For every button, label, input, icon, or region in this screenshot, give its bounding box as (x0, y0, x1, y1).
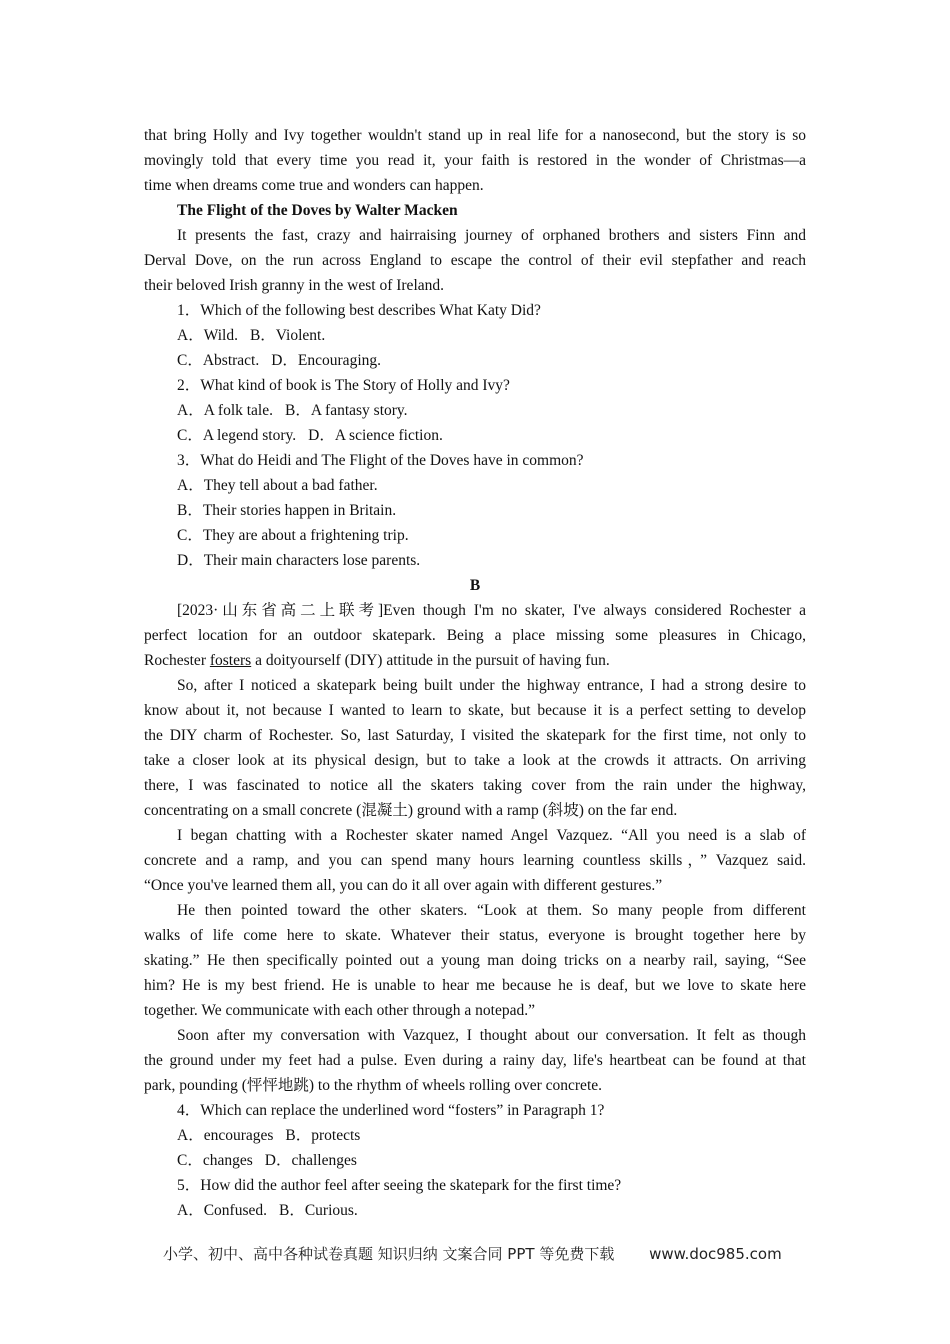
text-line: there, I was fascinated to notice all the skaters taking cover from the rain under the highway, (144, 777, 806, 794)
text-line: him? He is my best friend. He is unable to hear me because he is deaf, but we love to skate here (144, 977, 806, 994)
option-row (144, 323, 806, 348)
option-row (144, 348, 806, 373)
question-text: How did the author feel after seeing the skatepark for the first time? (200, 1177, 622, 1194)
text-line: walks of life come here to skate. Whatever their status, everyone is brought together here by (144, 927, 806, 944)
footer-text: 小学、初中、高中各种试卷真题 知识归纳 文案合同 PPT 等免费下载 (163, 1245, 615, 1263)
question-number: 3． (177, 452, 201, 469)
text-line: concentrating on a small concrete (混凝土) ground with a ramp (斜坡) on the far end. (144, 802, 678, 819)
option-row (144, 1123, 806, 1148)
question-number: 1． (177, 302, 201, 319)
question-2 (144, 373, 806, 398)
text-line: take a closer look at its physical design, but to take a look at the crowds it attracts. On arriving (144, 752, 806, 769)
option-a: A．A folk tale. (177, 402, 273, 419)
text-line: Derval Dove, on the run across England to escape the control of their evil stepfather and reach (144, 252, 806, 269)
option-b: B．A fantasy story. (285, 402, 408, 419)
text-line: skating.” He then specifically pointed out a young man doing tricks on a nearby rail, saying, “See (144, 952, 806, 969)
question-number: 2． (177, 377, 201, 394)
text-line: It presents the fast, crazy and hairraising journey of orphaned brothers and sisters Finn and (177, 227, 806, 244)
text-line: together. We communicate with each other through a notepad.” (144, 1002, 535, 1019)
option-a: A．They tell about a bad father. (177, 477, 378, 494)
question-4 (144, 1098, 806, 1123)
option-c: C．Abstract. (177, 352, 260, 369)
option-c: C．changes (177, 1152, 253, 1169)
text-line: I began chatting with a Rochester skater named Angel Vazquez. “All you need is a slab of (177, 827, 806, 844)
text-line: perfect location for an outdoor skatepark. Being a place missing some pleasures in Chicago, (144, 627, 806, 644)
option-row (144, 423, 806, 448)
document-page (144, 123, 806, 1223)
option-d: D．Encouraging. (271, 352, 381, 369)
text-line (144, 648, 806, 673)
text-line: concrete and a ramp, and you can spend many hours learning countless skills，” Vazquez said. (144, 852, 806, 869)
text-line: their beloved Irish granny in the west of Ireland. (144, 277, 445, 294)
question-text: What do Heidi and The Flight of the Doves have in common? (200, 452, 584, 469)
question-text: What kind of book is The Story of Holly and Ivy? (200, 377, 510, 394)
option-b: B．Violent. (249, 327, 326, 344)
option-c: C．A legend story. (177, 427, 297, 444)
option-b: B．Their stories happen in Britain. (177, 502, 397, 519)
text-line: that bring Holly and Ivy together wouldn't stand up in real life for a nanosecond, but the story is so (144, 127, 806, 144)
footer-url-link[interactable]: www.doc985.com (649, 1245, 782, 1263)
book-title: The Flight of the Doves by Walter Macken (177, 202, 458, 219)
underlined-word: fosters (209, 652, 252, 669)
text-line: time when dreams come true and wonders can happen. (144, 177, 484, 194)
text-line: Soon after my conversation with Vazquez, I thought about our conversation. It felt as though (177, 1027, 806, 1044)
question-number: 4． (177, 1102, 201, 1119)
question-3 (144, 448, 806, 473)
text-line (144, 598, 806, 623)
option-b: B．protects (285, 1127, 361, 1144)
text-line: “Once you've learned them all, you can do it all over again with different gestures.” (144, 877, 663, 894)
option-b: B．Curious. (278, 1202, 358, 1219)
option-a: A．Wild. (177, 327, 238, 344)
text-line: park, pounding (怦怦地跳) to the rhythm of wheels rolling over concrete. (144, 1077, 602, 1094)
source-tag: [2023·山东省高二上联考] (177, 602, 384, 619)
text-span: Even though I'm no skater, I've always considered Rochester a (383, 602, 806, 619)
question-1 (144, 298, 806, 323)
text-span: a doityourself (DIY) attitude in the pursuit of having fun. (251, 652, 610, 669)
question-5 (144, 1173, 806, 1198)
section-heading: B (469, 577, 481, 594)
text-line: the DIY charm of Rochester. So, last Saturday, I visited the skatepark for the first time, not only to (144, 727, 806, 744)
text-line: He then pointed toward the other skaters. “Look at them. So many people from different (177, 902, 806, 919)
option-row (144, 1148, 806, 1173)
option-a: A．Confused. (177, 1202, 267, 1219)
option-d: D．A science fiction. (308, 427, 443, 444)
option-row (144, 1198, 806, 1223)
text-line: know about it, not because I wanted to learn to skate, but because it is a perfect setting to develop (144, 702, 806, 719)
option-d: D．Their main characters lose parents. (177, 552, 421, 569)
text-span: Rochester (144, 652, 210, 669)
option-a: A．encourages (177, 1127, 274, 1144)
question-number: 5． (177, 1177, 201, 1194)
text-line: the ground under my feet had a pulse. Even during a rainy day, life's heartbeat can be found at that (144, 1052, 806, 1069)
question-text: Which of the following best describes What Katy Did? (200, 302, 541, 319)
question-text: Which can replace the underlined word “fosters” in Paragraph 1? (200, 1102, 605, 1119)
option-c: C．They are about a frightening trip. (177, 527, 409, 544)
option-row (144, 398, 806, 423)
text-line: movingly told that every time you read it, your faith is restored in the wonder of Christmas—a (144, 152, 806, 169)
option-d: D．challenges (264, 1152, 357, 1169)
text-line: So, after I noticed a skatepark being built under the highway entrance, I had a strong desire to (177, 677, 806, 694)
page-footer (163, 1243, 803, 1264)
